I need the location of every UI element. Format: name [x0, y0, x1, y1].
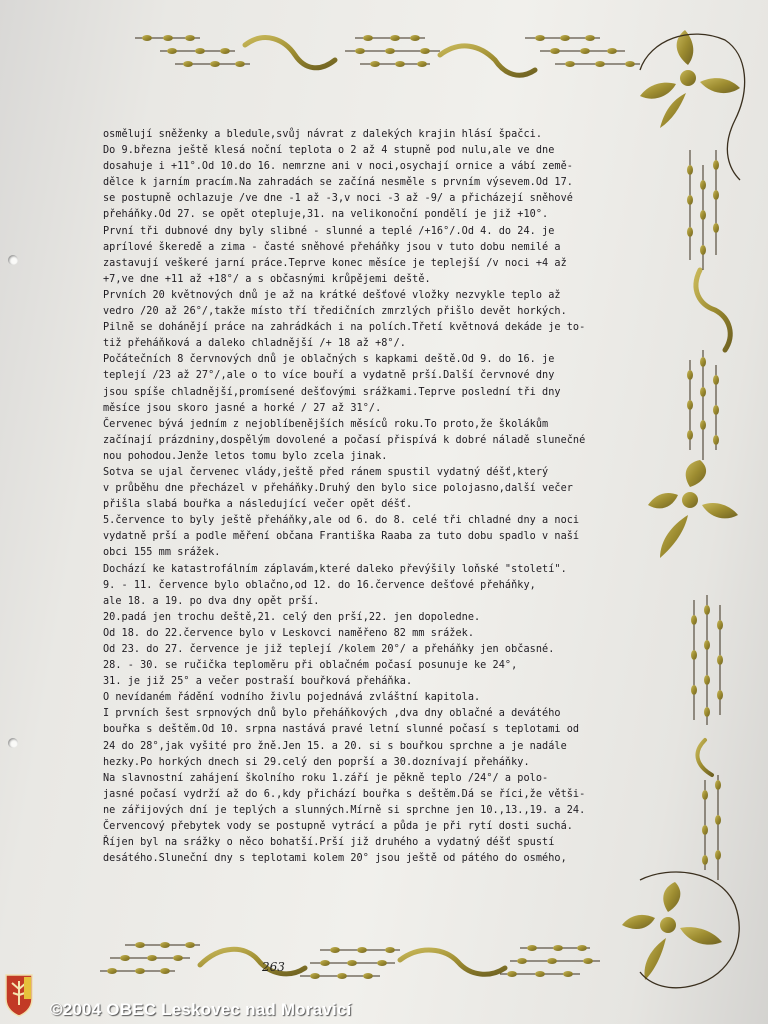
text-line: 9. - 11. července bylo oblačno,od 12. do 16.července dešťové přeháňky, — [103, 579, 536, 591]
text-line: vydatně prší a podle měření občana Františka Raaba za tuto dobu spadlo v naší — [103, 531, 580, 543]
text-line: Od 23. do 27. července je již teplejí /kolem 20°/ a přeháňky jen občasné. — [103, 644, 555, 655]
text-line: ale 18. a 19. po dva dny opět prší. — [103, 595, 320, 607]
text-line: 20.padá jen trochu deště,21. celý den prší,22. jen dopoledne. — [103, 611, 481, 623]
text-line: Červencový přebytek vody se postupně vytrácí a půda je při rytí dosti suchá. — [103, 821, 573, 833]
text-line: 28. - 30. se ručička teploměru při oblačném počasí posunuje ke 24°, — [103, 660, 518, 672]
text-line: desátého.Sluneční dny s teplotami kolem 20° jsou ještě od pátého do osmého, — [103, 853, 567, 865]
text-line: O nevídaném řádění vodního živlu pojednává zvláštní kapitola. — [103, 692, 481, 704]
text-line: Říjen byl na srážky o něco bohatší.Prší již druhého a vydatný déšť spustí — [103, 837, 555, 849]
text-line: hezky.Po horkých dnech si 29.celý den poprší a 30.doznívají přeháňky. — [103, 756, 530, 768]
text-line: 31. je již 25° a večer postraší bouřková přeháňka. — [103, 676, 413, 688]
right-swirl-lower — [697, 740, 712, 775]
text-line: Sotva se ujal červenec vlády,ještě před ránem spustil vydatný déšť,který — [103, 466, 549, 478]
text-line: nou pohodou.Jenže letos tomu bylo zcela jinak. — [103, 450, 388, 462]
top-swirl-left — [245, 38, 335, 68]
text-line: Do 9.března ještě klesá noční teplota o 2 až 4 stupně pod nulu,ale ve dne — [103, 145, 555, 157]
text-line: zastavují veškeré jarní práce.Teprve konec měsíce je teplejší /v noci +4 až — [103, 257, 567, 269]
text-line: dělce k jarním pracím.Na zahradách se začíná nesměle s prvním výsevem.Od 17. — [103, 177, 573, 189]
text-line: přeháňky.Od 27. se opět otepluje,31. na velikonoční pondělí je již +10°. — [103, 209, 549, 221]
text-line: 5.července to byly ještě přeháňky,ale od 6. do 8. celé tři chladné dny a noci — [103, 515, 580, 527]
text-line: bouřka s deštěm.Od 10. srpna nastává pravé letní slunné počasí s teplotami od — [103, 724, 580, 736]
text-line: teplejí /23 až 27°/,ale o to více bouří a vydatně prší.Další červnové dny — [103, 370, 555, 382]
page-number: 263 — [262, 960, 285, 974]
bottom-swirl-left — [200, 949, 305, 974]
text-line: v průběhu dne přecházel v přeháňky.Druhý den bylo sice polojasno,další večer — [103, 483, 573, 495]
village-coat-of-arms-logo — [4, 973, 34, 1017]
text-line: Od 18. do 22.července bylo v Leskovci naměřeno 82 mm srážek. — [103, 627, 475, 639]
flower-top-right — [640, 30, 745, 180]
text-line: začínají prázdniny,dospělým dovolené a počasí přispívá k dobré náladě slunečné — [103, 434, 586, 446]
text-line: vedro /20 až 26°/,takže místo tří tředičních zmrzlých přišlo devět horkých. — [103, 306, 567, 318]
text-line: Pilně se dohánějí práce na zahrádkách i na polích.Třetí květnová dekáde je to- — [103, 322, 586, 334]
text-line: +7,ve dne +11 až +18°/ a s občasnými krůpějemi deště. — [103, 273, 431, 285]
text-line: jsou spíše chladnější,promísené dešťovými srážkami.Teprve poslední tři dny — [103, 386, 561, 398]
flower-bottom-right — [622, 872, 739, 988]
flower-middle-right — [648, 460, 738, 558]
text-line: I prvních šest srpnových dnů bylo přeháňkových ,dva dny oblačné a devátého — [103, 708, 561, 720]
text-line: Na slavnostní zahájení školního roku 1.září je pěkně teplo /24°/ a polo- — [103, 772, 549, 784]
text-line: Červenec bývá jedním z nejoblíbenějších měsíců roku.To proto,že školákům — [103, 418, 549, 430]
top-swirl-right — [440, 46, 535, 75]
text-line: přišla slabá bouřka a následující večer opět déšť. — [103, 499, 413, 511]
bottom-swirl-right — [400, 950, 505, 974]
text-line: obci 155 mm srážek. — [103, 547, 221, 559]
text-line: ne zářijových dní je teplých a slunných.Mírně si sprchne jen 10.,13.,19. a 24. — [103, 804, 586, 816]
text-line: osmělují sněženky a bledule,svůj návrat z dalekých krajin hlásí špačci. — [103, 129, 543, 140]
text-line: Dochází ke katastrofálním záplavám,které daleko převýšily loňské "století". — [103, 563, 567, 575]
copyright-caption: ©2004 OBEC Leskovec nad Moravicí — [50, 1000, 352, 1019]
document-body — [103, 127, 615, 867]
text-line: Prvních 20 květnových dnů je až na krátké dešťové vložky nezvykle teplo až — [103, 289, 561, 301]
right-swirl-upper — [696, 270, 730, 350]
text-line: aprílové škeredě a zima - časté sněhové přeháňky jsou v tuto dobu nemilé a — [103, 241, 561, 253]
text-line: Počátečních 8 červnových dnů je oblačných s kapkami deště.Od 9. do 16. je — [103, 354, 555, 366]
text-line: se postupně ochlazuje /ve dne -1 až -3,v noci -3 až -9/ a přicházejí sněhové — [103, 193, 573, 205]
text-line: První tři dubnové dny byly slibné - slunné a teplé /+16°/.Od 4. do 24. je — [103, 225, 555, 237]
text-line: měsíce jsou skoro jasné a horké / 27 až 31°/. — [103, 402, 382, 414]
text-line: tiž přeháňková a daleko chladnější /+ 18 až +8°/. — [103, 338, 406, 350]
text-line: dosahuje i +11°.Od 10.do 16. nemrzne ani v noci,osychají ornice a vábí země- — [103, 161, 573, 173]
text-line: 24 do 28°,jak vyšité pro žně.Jen 15. a 20. si s bouřkou sprchne a je nadále — [103, 740, 567, 752]
text-line: jasné počasí vydrží až do 6.,kdy přichází bouřka s deštěm.Dá se říci,že větši- — [103, 788, 586, 800]
